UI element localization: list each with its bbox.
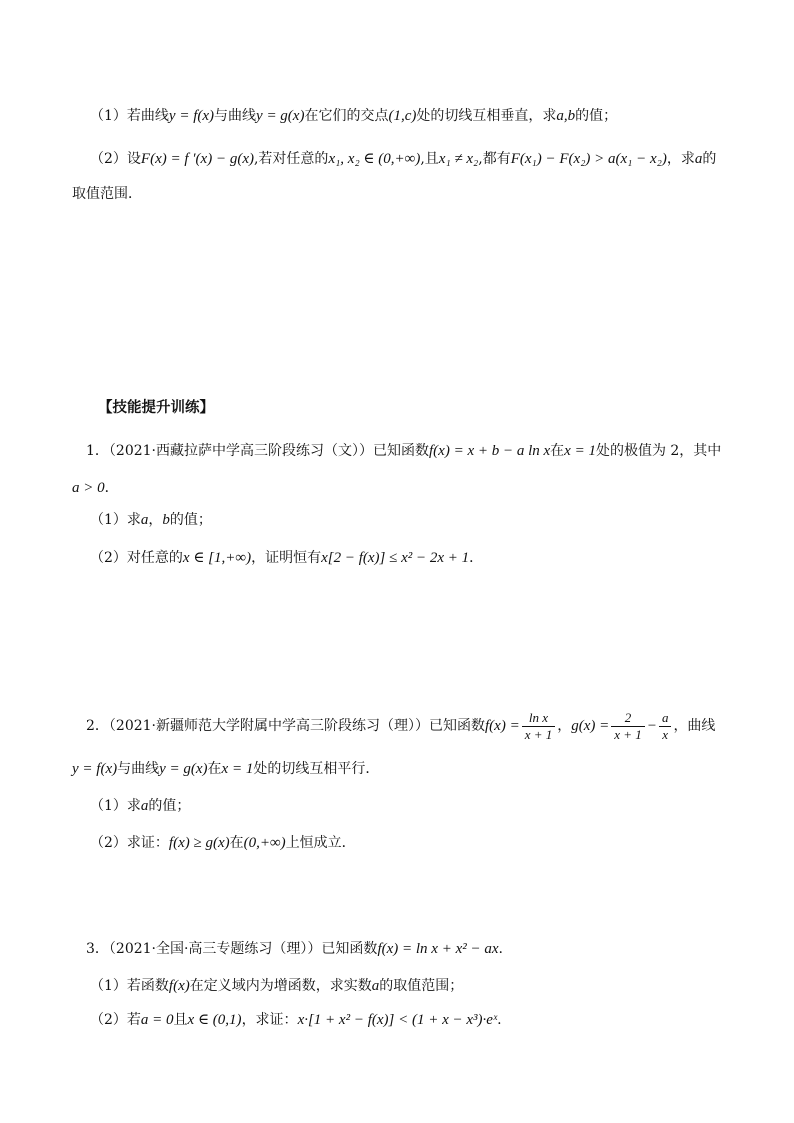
math-expr: (0,+∞) [243,835,286,851]
math-expr: a [371,978,380,994]
math-expr: x = 1 [221,761,254,777]
math-expr: x[2 − f(x)] ≤ x² − 2x + 1 [321,550,470,566]
math-expr: x₁, x₂ ∈ (0,+∞) [328,151,421,167]
problem-3-sub1: （1）若函数f(x)在定义域内为增函数，求实数a的取值范围； [90,978,464,994]
math-expr: a [140,798,149,814]
problem-3-sub2: （2）若a = 0且x ∈ (0,1)，求证：x·[1 + x² − f(x)] < (1 + x − x³)·eˣ. [90,1012,502,1028]
math-expr: g(x) = [571,718,610,734]
math-expr: (1,c) [388,108,417,124]
problem-1-stem-cont: a > 0． [72,480,119,496]
math-expr: f(x) = ln x + x² − ax [377,941,499,957]
math-expr: x = 1 [564,443,596,459]
math-expr: a,b [556,108,576,124]
math-expr: y = f(x) [168,108,215,124]
problem-2-stem: 2．（2021·新疆师范大学附属中学高三阶段练习（理））已知函数f(x) = $\frac{\text{ln x}}{x + 1}$ ，g(x) = $\frac{2}{x + 1}$ − $\frac{a}{x}$ ，曲线 [86,709,716,742]
math-expr: x₁ ≠ x₂ [438,151,479,167]
fraction: $\frac{a}{x}$ [659,710,672,743]
problem-2-stem-cont: y = f(x)与曲线y = g(x)在x = 1处的切线互相平行． [72,761,380,777]
section-heading: 【技能提升训练】 [98,399,214,416]
math-expr: x ∈ [1,+∞) [182,550,252,566]
math-expr: x ∈ (0,1) [187,1012,242,1028]
math-expr: y = g(x) [256,108,305,124]
math-expr: y = g(x) [159,761,208,777]
math-expr: F(x₁) − F(x₂) > a(x₁ − x₂) [510,151,667,167]
problem-2-sub2: （2）求证：f(x) ≥ g(x)在(0,+∞)上恒成立． [90,835,356,851]
part1-sub2: （2）设F(x) = f ′(x) − g(x),若对任意的x₁, x₂ ∈ (0,+∞),且x₁ ≠ x₂,都有F(x₁) − F(x₂) > a(x₁ − x₂)，求a的 [90,151,717,167]
math-expr: f(x) = x + b − a ln x [429,443,551,459]
math-expr: y = f(x) [72,761,118,777]
fraction: $\frac{\text{ln x}}{x + 1}$ [522,710,556,743]
problem-2-sub1: （1）求a的值； [90,798,191,814]
problem-3-stem: 3．（2021·全国·高三专题练习（理））已知函数f(x) = ln x + x² − ax. [86,941,503,957]
math-expr: a [694,151,703,167]
part1-sub2-cont: 取值范围． [72,186,142,202]
problem-1-sub1: （1）求a，b的值； [90,512,212,528]
math-expr: a > 0 [72,480,105,496]
math-expr: a [140,512,149,528]
part1-sub1: （1）若曲线y = f(x)与曲线y = g(x)在它们的交点(1,c)处的切线互相垂直，求a,b的值； [90,108,618,124]
problem-1-stem: 1．（2021·西藏拉萨中学高三阶段练习（文））已知函数f(x) = x + b − a ln x在x = 1处的极值为 2，其中 [86,443,722,459]
math-expr: x·[1 + x² − f(x)] < (1 + x − x³)·eˣ [297,1012,498,1028]
fraction: $\frac{2}{x + 1}$ [611,710,645,743]
math-expr: a = 0 [140,1012,174,1028]
math-expr: b [162,512,170,528]
math-expr: F(x) = f ′(x) − g(x) [140,151,254,167]
math-expr: f(x) [168,978,190,994]
problem-1-sub2: （2）对任意的x ∈ [1,+∞)，证明恒有x[2 − f(x)] ≤ x² − 2x + 1． [90,550,484,566]
math-expr: f(x) ≥ g(x) [168,835,230,851]
math-expr: f(x) = [485,718,520,734]
